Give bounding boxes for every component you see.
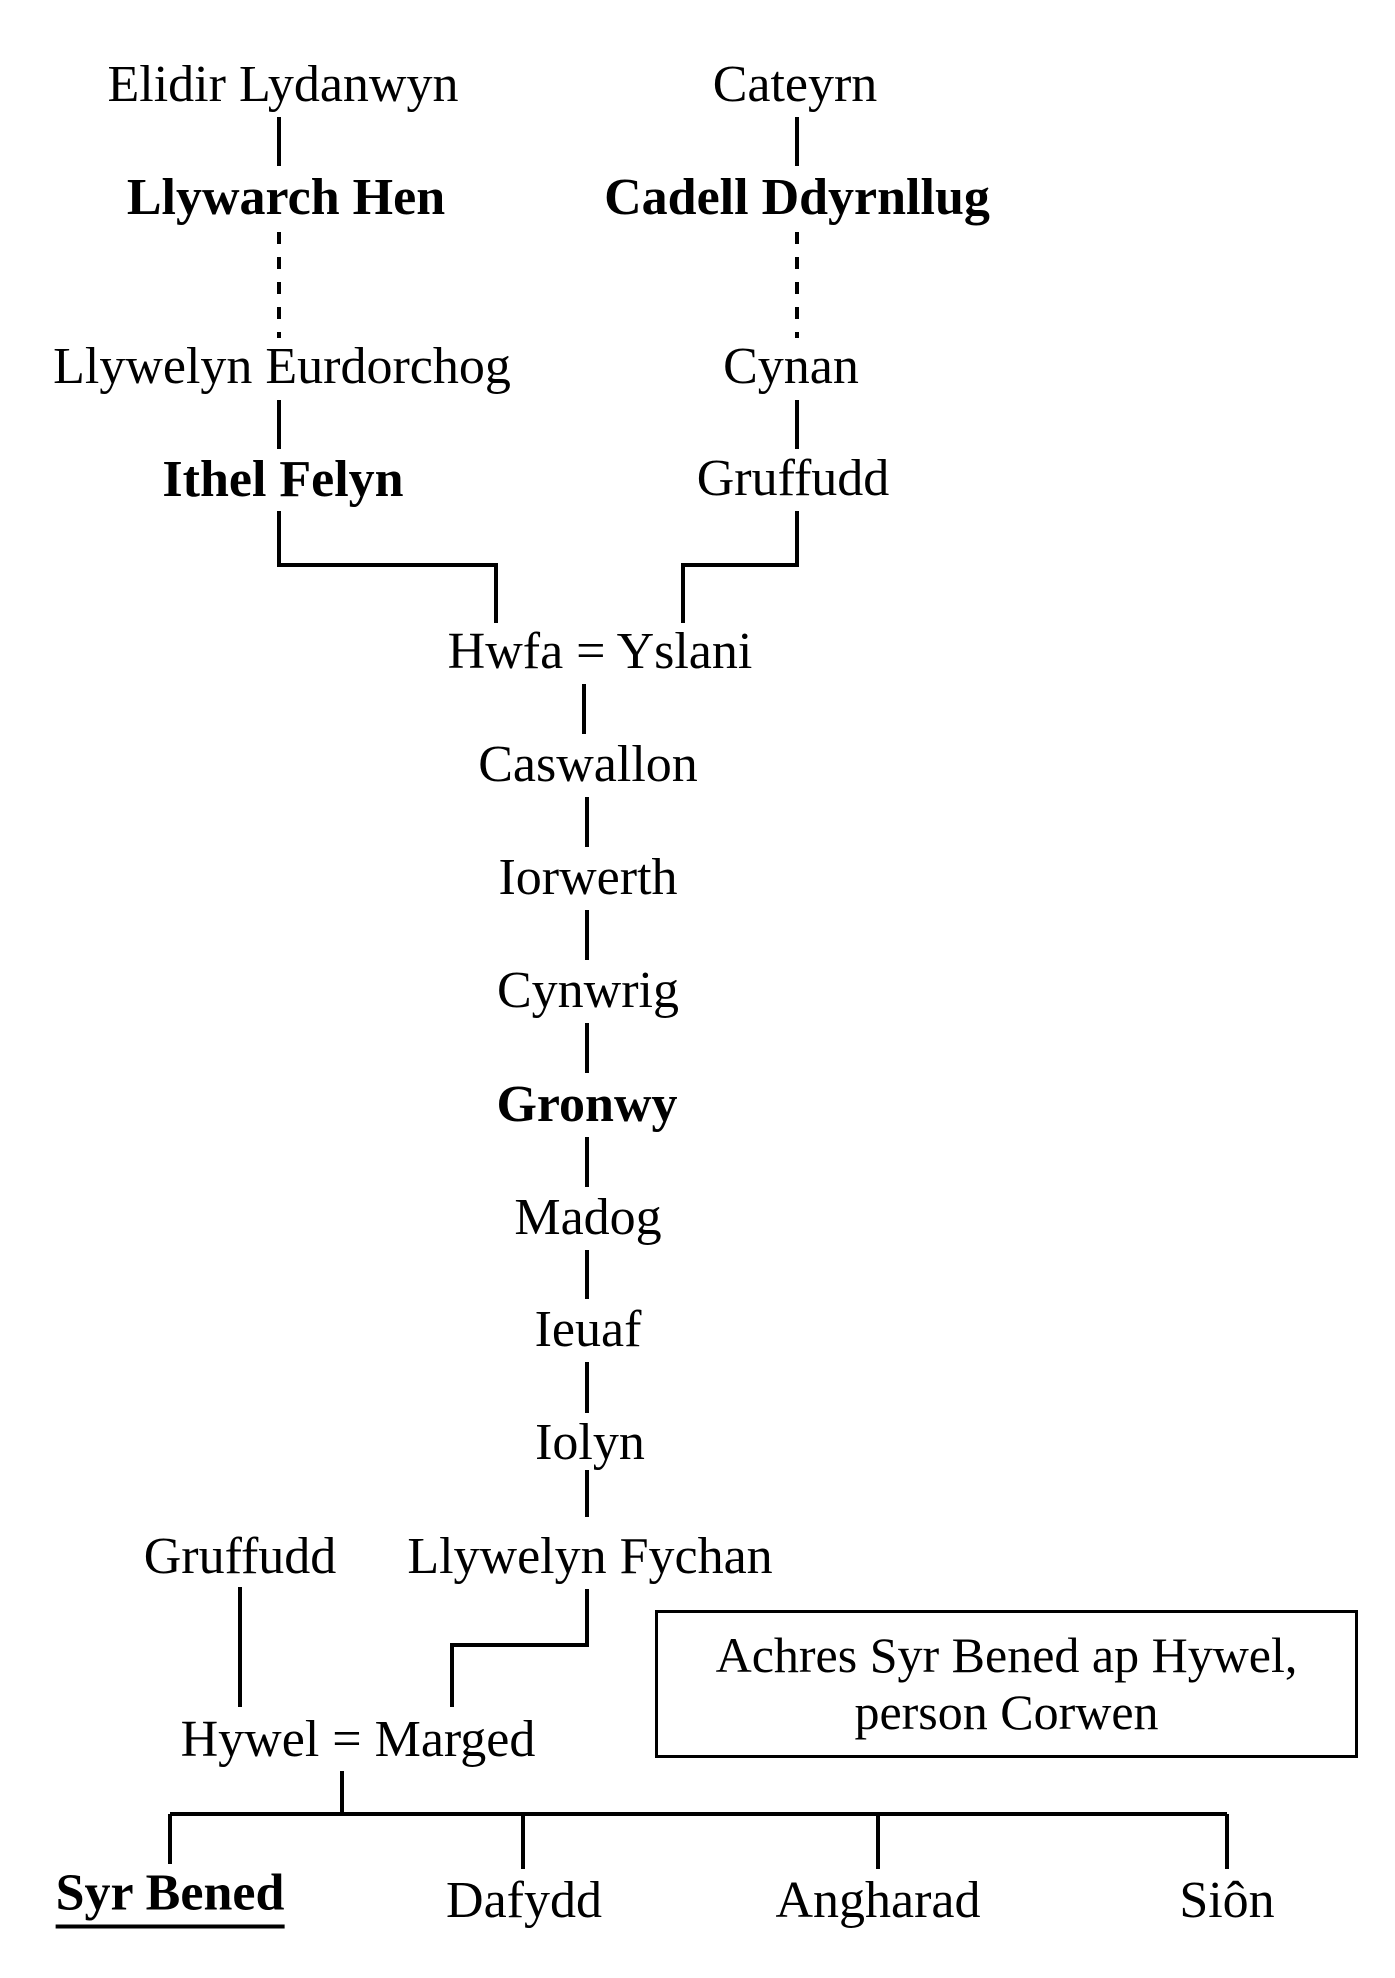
person-label-cynwrig: Cynwrig	[497, 962, 679, 1019]
person-label-dafydd: Dafydd	[446, 1872, 602, 1929]
caption-line-2: person Corwen	[854, 1684, 1159, 1740]
person-label-hwfa-yslani: Hwfa = Yslani	[447, 623, 753, 680]
person-label-cadell-ddyrnllug: Cadell Ddyrnllug	[604, 169, 990, 226]
caption-box	[655, 1610, 1358, 1758]
person-label-syr-bened: Syr Bened	[56, 1868, 285, 1929]
person-label-angharad: Angharad	[775, 1872, 981, 1929]
connector-ithel-bracket-to-hwfa	[279, 511, 496, 623]
person-label-gronwy: Gronwy	[496, 1076, 678, 1133]
person-label-cateyrn: Cateyrn	[712, 56, 878, 113]
person-label-cynan: Cynan	[723, 338, 859, 395]
person-label-hywel-marged: Hywel = Marged	[180, 1711, 536, 1768]
person-label-ithel-felyn: Ithel Felyn	[162, 451, 404, 508]
person-label-llywelyn-fychan: Llywelyn Fychan	[407, 1528, 773, 1585]
person-label-caswallon: Caswallon	[478, 736, 698, 793]
person-label-ieuaf: Ieuaf	[534, 1301, 642, 1358]
person-label-iorwerth: Iorwerth	[498, 849, 678, 906]
person-label-llywarch-hen: Llywarch Hen	[126, 169, 446, 226]
person-label-madog: Madog	[514, 1189, 662, 1246]
person-label-gruffudd-1: Gruffudd	[696, 450, 890, 507]
person-label-llywelyn-eurdorchog: Llywelyn Eurdorchog	[53, 338, 511, 395]
caption-line-1: Achres Syr Bened ap Hywel,	[715, 1626, 1298, 1683]
connector-llywelyn-f-to-marged	[452, 1589, 587, 1707]
person-label-sion: Siôn	[1179, 1872, 1275, 1929]
person-label-iolyn: Iolyn	[535, 1414, 645, 1471]
person-label-elidir-lydanwyn: Elidir Lydanwyn	[107, 56, 459, 113]
person-label-gruffudd-2: Gruffudd	[143, 1528, 337, 1585]
connector-gruffudd-bracket-to-yslani	[683, 511, 797, 623]
